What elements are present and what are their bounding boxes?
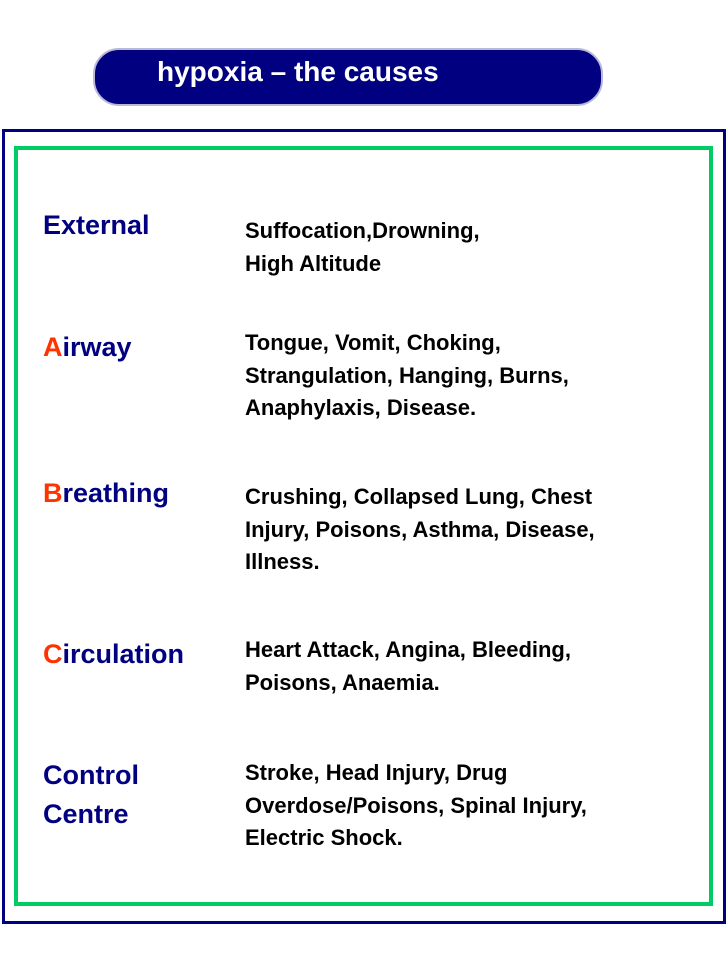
- label-line: Centre: [43, 799, 129, 829]
- description-line: Stroke, Head Injury, Drug: [245, 760, 508, 785]
- cause-label-circulation: [43, 635, 184, 674]
- cause-label-control-centre: [43, 756, 139, 834]
- cause-description-circulation: [245, 634, 571, 699]
- description-line: Illness.: [245, 549, 320, 574]
- description-line: Tongue, Vomit, Choking,: [245, 330, 501, 355]
- title-banner: [93, 48, 603, 106]
- description-line: Injury, Poisons, Asthma, Disease,: [245, 516, 595, 542]
- label-accent-letter: B: [43, 478, 63, 508]
- cause-label-breathing: [43, 474, 169, 513]
- description-line: Overdose/Poisons, Spinal Injury,: [245, 792, 587, 818]
- label-rest: irway: [62, 332, 132, 362]
- label-accent-letter: A: [43, 332, 63, 362]
- cause-label-airway: [43, 328, 132, 367]
- label-rest: irculation: [62, 639, 185, 669]
- page-title: hypoxia – the causes: [157, 56, 439, 87]
- description-line: High Altitude: [245, 250, 382, 276]
- label-rest: reathing: [62, 478, 170, 508]
- description-line: Suffocation,Drowning,: [245, 218, 480, 243]
- description-line: Poisons, Anaemia.: [245, 669, 440, 695]
- cause-description-external: [245, 215, 480, 280]
- label-line: Control: [43, 760, 139, 790]
- description-line: Electric Shock.: [245, 825, 403, 850]
- description-line: Heart Attack, Angina, Bleeding,: [245, 637, 571, 662]
- cause-description-airway: [245, 327, 569, 425]
- cause-description-control-centre: [245, 757, 587, 855]
- cause-description-breathing: [245, 481, 595, 579]
- label-accent-letter: C: [43, 639, 63, 669]
- description-line: Anaphylaxis, Disease.: [245, 395, 477, 420]
- cause-label-external: External: [43, 210, 150, 240]
- description-line: Crushing, Collapsed Lung, Chest: [245, 484, 593, 509]
- description-line: Strangulation, Hanging, Burns,: [245, 362, 569, 388]
